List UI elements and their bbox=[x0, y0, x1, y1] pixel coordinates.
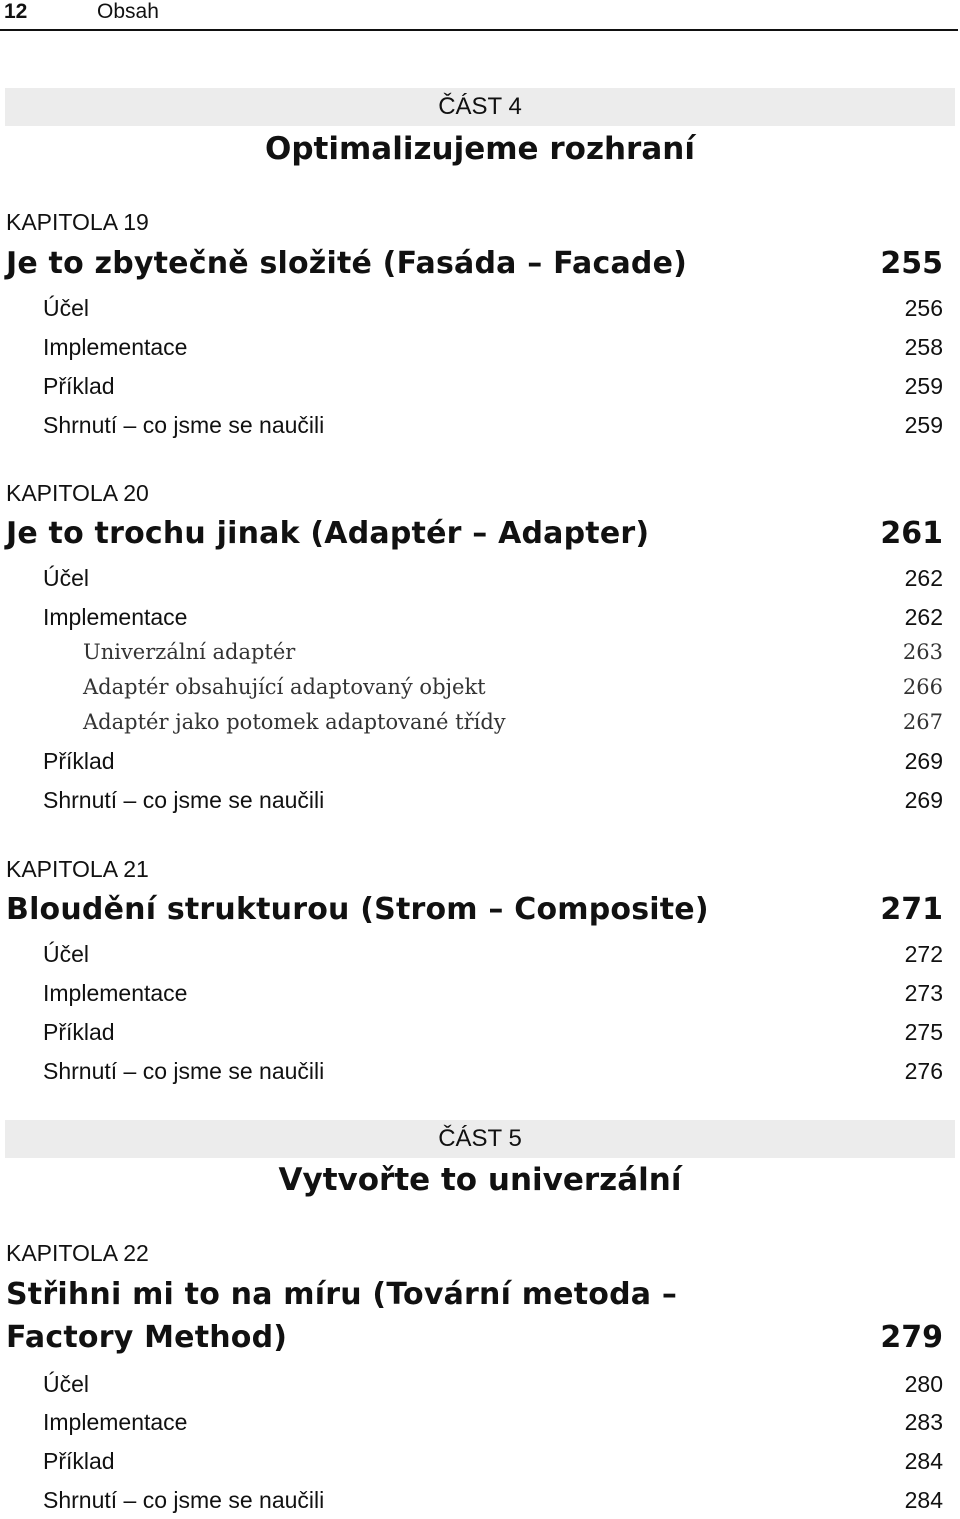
toc-subentry-page: 266 bbox=[902, 675, 943, 699]
toc-entry-page: 284 bbox=[904, 1487, 943, 1513]
toc-entry-label: Příklad bbox=[43, 373, 115, 399]
part-label: ČÁST 4 bbox=[438, 93, 522, 120]
part-label: ČÁST 5 bbox=[438, 1125, 522, 1152]
toc-subentry bbox=[0, 640, 960, 672]
toc-entry-page: 273 bbox=[904, 980, 943, 1006]
toc-entry-label: Účel bbox=[43, 295, 90, 321]
toc-entry bbox=[0, 787, 960, 819]
toc-entry-page: 280 bbox=[904, 1371, 943, 1397]
chapter-kicker: KAPITOLA 22 bbox=[6, 1240, 149, 1266]
toc-entry-page: 258 bbox=[904, 334, 943, 360]
toc-entry-label: Účel bbox=[43, 565, 90, 591]
toc-entry-page: 256 bbox=[904, 295, 943, 321]
toc-entry bbox=[0, 295, 960, 327]
toc-subentry-page: 263 bbox=[902, 640, 943, 664]
toc-subentry bbox=[0, 710, 960, 742]
toc-entry-page: 272 bbox=[904, 941, 943, 967]
toc-subentry-label: Adaptér obsahující adaptovaný objekt bbox=[83, 675, 486, 699]
toc-entry bbox=[0, 748, 960, 780]
toc-entry bbox=[0, 1019, 960, 1051]
toc-entry-label: Shrnutí – co jsme se naučili bbox=[43, 1058, 325, 1084]
toc-entry-page: 262 bbox=[904, 565, 943, 591]
toc-entry-page: 284 bbox=[904, 1448, 943, 1474]
running-title: Obsah bbox=[97, 0, 159, 23]
toc-entry-label: Implementace bbox=[43, 604, 188, 630]
page-number: 12 bbox=[4, 0, 28, 23]
header-rule bbox=[0, 29, 958, 31]
chapter-kicker: KAPITOLA 21 bbox=[6, 856, 149, 882]
chapter-title: Je to trochu jinak (Adaptér – Adapter) bbox=[6, 516, 650, 551]
toc-entry bbox=[0, 373, 960, 405]
toc-entry bbox=[0, 565, 960, 597]
part-title: Vytvořte to univerzální bbox=[278, 1162, 682, 1198]
toc-entry-page: 259 bbox=[904, 373, 943, 399]
toc-entry bbox=[0, 334, 960, 366]
toc-entry-page: 259 bbox=[904, 412, 943, 438]
toc-entry-page: 275 bbox=[904, 1019, 943, 1045]
chapter-kicker: KAPITOLA 19 bbox=[6, 209, 149, 235]
chapter-title-line1: Střihni mi to na míru (Tovární metoda – bbox=[6, 1277, 678, 1312]
toc-entry bbox=[0, 1371, 960, 1403]
toc-entry-label: Účel bbox=[43, 1371, 90, 1397]
toc-entry-page: 262 bbox=[904, 604, 943, 630]
toc-entry-label: Shrnutí – co jsme se naučili bbox=[43, 787, 325, 813]
toc-entry bbox=[0, 412, 960, 444]
toc-entry bbox=[0, 1058, 960, 1090]
toc-entry-page: 283 bbox=[904, 1409, 943, 1435]
chapter-title: Bloudění strukturou (Strom – Composite) bbox=[6, 892, 709, 927]
toc-subentry-page: 267 bbox=[902, 710, 943, 734]
toc-entry bbox=[0, 941, 960, 973]
toc-entry-label: Implementace bbox=[43, 334, 188, 360]
toc-entry bbox=[0, 980, 960, 1012]
chapter-page: 271 bbox=[880, 892, 943, 927]
toc-entry bbox=[0, 1409, 960, 1441]
toc-entry-label: Příklad bbox=[43, 1448, 115, 1474]
toc-entry bbox=[0, 1448, 960, 1480]
toc-subentry-label: Univerzální adaptér bbox=[83, 640, 296, 664]
toc-entry-page: 269 bbox=[904, 748, 943, 774]
toc-entry-label: Účel bbox=[43, 941, 90, 967]
toc-entry bbox=[0, 604, 960, 636]
toc-subentry-label: Adaptér jako potomek adaptované třídy bbox=[83, 710, 506, 734]
chapter-title-line2: Factory Method) bbox=[6, 1320, 288, 1355]
page-header bbox=[0, 0, 960, 32]
chapter-kicker: KAPITOLA 20 bbox=[6, 480, 149, 506]
chapter-page: 279 bbox=[880, 1320, 943, 1355]
chapter-page: 255 bbox=[880, 246, 943, 281]
toc-entry-page: 276 bbox=[904, 1058, 943, 1084]
chapter-title: Je to zbytečně složité (Fasáda – Facade) bbox=[6, 246, 688, 281]
toc-entry-label: Shrnutí – co jsme se naučili bbox=[43, 1487, 325, 1513]
toc-entry-label: Příklad bbox=[43, 748, 115, 774]
toc-entry-label: Shrnutí – co jsme se naučili bbox=[43, 412, 325, 438]
chapter-page: 261 bbox=[880, 516, 943, 551]
toc-entry-label: Příklad bbox=[43, 1019, 115, 1045]
toc-entry bbox=[0, 1487, 960, 1519]
toc-entry-label: Implementace bbox=[43, 1409, 188, 1435]
part-title: Optimalizujeme rozhraní bbox=[265, 131, 695, 167]
toc-entry-page: 269 bbox=[904, 787, 943, 813]
toc-subentry bbox=[0, 675, 960, 707]
toc-entry-label: Implementace bbox=[43, 980, 188, 1006]
